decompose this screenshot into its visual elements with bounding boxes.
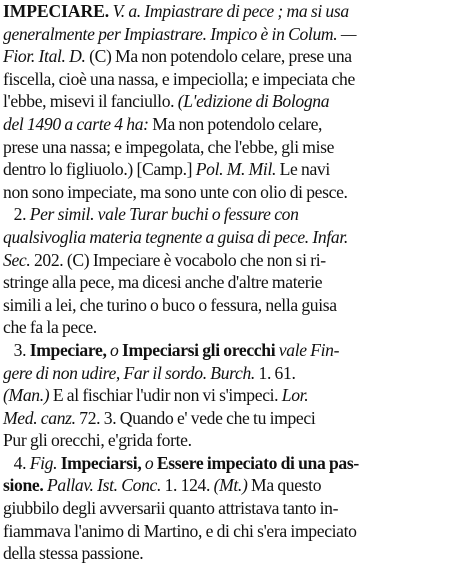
text-line [3, 362, 465, 385]
text-run: l'ebbe, misevi il fanciullo. [3, 91, 178, 112]
text-run: Sec. [3, 249, 31, 270]
text-line [3, 384, 465, 407]
text-run: (L'edizione di Bologna [177, 91, 330, 112]
text-run: sione. [3, 475, 47, 496]
dictionary-entry-impeciare [3, 0, 465, 565]
text-line [3, 474, 465, 497]
text-line [3, 226, 465, 249]
text-line [3, 271, 465, 294]
text-run: stringe alla pece, ma dicesi anche d'altre materie [3, 272, 323, 293]
text-run: o [110, 339, 119, 360]
text-run: della stessa passione. [3, 543, 144, 564]
text-run: generalmente per Impiastrare. Impico è in Colum. — [3, 23, 357, 44]
text-run: che fa la pece. [3, 317, 97, 338]
text-line [3, 407, 465, 430]
text-line [3, 294, 465, 317]
text-line [3, 249, 465, 272]
text-line [3, 181, 465, 204]
text-line [3, 23, 465, 46]
text-run: IMPECIARE. [3, 1, 110, 21]
text-run: dentro lo figliuolo.) [Camp.] [3, 159, 196, 180]
text-run: 4. [3, 452, 30, 473]
text-run: Le navi [276, 159, 330, 180]
text-run: Ma questo [247, 475, 322, 496]
text-run: (C) Ma non potendolo celare, prese una [85, 46, 352, 67]
text-run: Impeciarsi, [57, 452, 145, 473]
text-run: Lor. [281, 385, 309, 406]
text-line [3, 136, 465, 159]
text-run: Pol. M. Mil. [195, 159, 277, 180]
text-run: qualsivoglia materia tegnente a guisa di pece. Infar. [3, 226, 348, 247]
text-line [3, 316, 465, 339]
text-run: (Mt.) [213, 475, 248, 496]
text-run: (Man.) [3, 385, 50, 406]
text-run: Med. canz. [3, 407, 76, 428]
text-run: Per simil. vale Turar buchi o fessure con [29, 204, 299, 225]
text-run: 3. [3, 339, 30, 360]
text-run: 1. 61. [254, 362, 296, 383]
text-run: Fior. Ital. D. [3, 46, 86, 67]
text-line [3, 497, 465, 520]
text-run: 2. [3, 204, 30, 225]
text-run: gere di non udire, Far il sordo. Burch. [3, 362, 255, 383]
text-line [3, 113, 465, 136]
text-run: Fig. [29, 452, 58, 473]
text-line [3, 429, 465, 452]
text-run: E al fischiar l'udir non vi s'impeci. [49, 385, 282, 406]
text-run: Ma non potendolo celare, [148, 113, 323, 134]
text-run: o [144, 452, 154, 473]
text-line [3, 520, 465, 543]
text-line [3, 339, 465, 362]
text-run: 72. 3. Quando e' vede che tu impeci [75, 407, 316, 428]
text-run: prese una nassa; e impegolata, che l'ebbe, gli mise [3, 136, 335, 157]
text-run: fiammava l'animo di Martino, e di chi s'era impeciato [3, 520, 357, 541]
text-line [3, 452, 465, 475]
text-line [3, 0, 465, 23]
text-line [3, 45, 465, 68]
text-line [3, 68, 465, 91]
text-run: Impeciarsi gli orecchi [118, 339, 279, 360]
text-line [3, 158, 465, 181]
text-run: Essere impeciato di una pas- [153, 452, 359, 473]
text-run: vale Fin- [278, 339, 340, 360]
text-run: 1. 124. [161, 475, 214, 496]
text-run: del 1490 a carte 4 ha: [3, 113, 149, 134]
text-run: giubbilo degli avversarii quanto attristava tanto in- [3, 498, 339, 519]
text-run: fiscella, cioè una nassa, e impeciolla; e impeciata che [3, 68, 355, 89]
text-run: simili a lei, che turino o buco o fessura, nella guisa [3, 294, 337, 315]
text-line [3, 542, 465, 565]
text-line [3, 90, 465, 113]
text-run: Pallav. Ist. Conc. [46, 475, 162, 496]
text-run: V. a. Impiastrare di pece ; ma si usa [112, 1, 349, 21]
text-run: Pur gli orecchi, e'grida forte. [3, 430, 192, 451]
text-run: Impeciare, [29, 339, 111, 360]
text-run: non sono impeciate, ma sono unte con olio di pesce. [3, 181, 348, 202]
text-run: 202. (C) Impeciare è vocabolo che non si ri- [30, 249, 326, 270]
text-line [3, 203, 465, 226]
